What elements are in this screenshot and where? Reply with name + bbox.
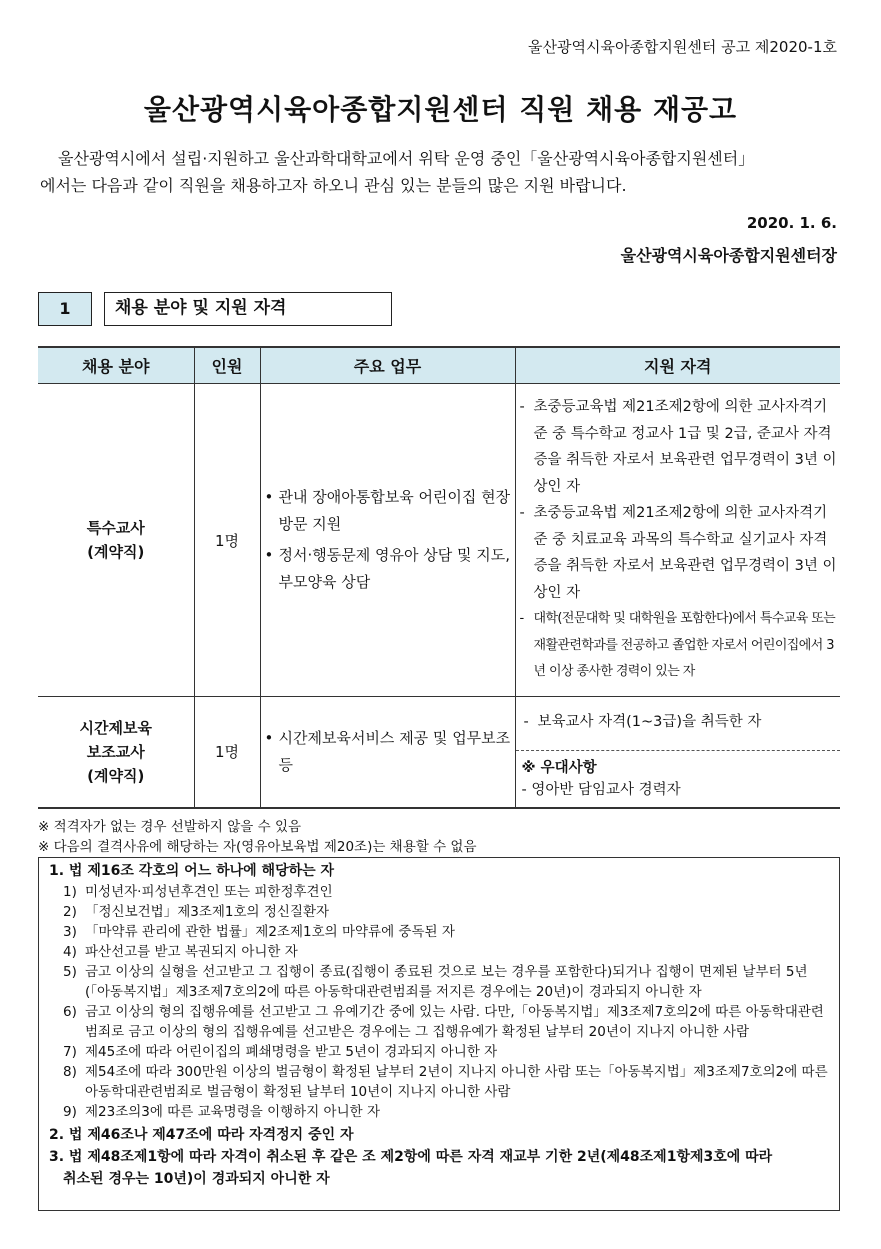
list-item: 6) 금고 이상의 형의 집행유예를 선고받고 그 유예기간 중에 있는 사람. 다만,「아동복지법」제3조제7호의2에 따른 아동학대관련범죄로 금고 이상의 형의 집행유예를 선고받은 경우에는 그 집행유예가 확정된 날부터 20년이 지나지 아니한 사람	[63, 1004, 824, 1040]
table-row	[38, 384, 840, 697]
table-row	[38, 697, 840, 808]
note-item: ※ 적격자가 없는 경우 선발하지 않을 수 있음	[38, 819, 302, 835]
duties-cell	[260, 384, 515, 697]
section-title: 채용 분야 및 지원 자격	[104, 292, 392, 326]
disqualification-heading-1: 1. 법 제16조 각호의 어느 하나에 해당하는 자	[49, 863, 335, 879]
recruitment-table	[38, 346, 840, 809]
intro-line-1: 울산광역시에서 설립·지원하고 울산과학대학교에서 위탁 운영 중인「울산광역시육아종합지원센터」	[58, 149, 755, 168]
notes	[38, 817, 477, 857]
field-type: (계약직)	[87, 543, 145, 561]
field-cell	[38, 384, 194, 697]
section-number: 1	[38, 292, 92, 326]
field-name: 시간제보육	[79, 718, 152, 737]
field-name-2: 보조교사	[86, 742, 145, 761]
duty-item: • 시간제보육서비스 제공 및 업무보조 등	[261, 725, 515, 779]
field-cell	[38, 697, 194, 808]
list-item: 5) 금고 이상의 실형을 선고받고 그 집행이 종료(집행이 종료된 것으로 보는 경우를 포함한다)되거나 집행이 면제된 날부터 5년(「아동복지법」제3조제7호의2에 따른 아동학대관련범죄를 저지른 경우에는 20년)이 경과되지 아니한 자	[63, 964, 808, 1000]
duty-item: • 관내 장애아통합보육 어린이집 현장방문 지원	[261, 484, 515, 538]
duties-cell	[260, 697, 515, 808]
notice-number: 울산광역시육아종합지원센터 공고 제2020-1호	[528, 38, 837, 56]
list-item: 4) 파산선고를 받고 복권되지 아니한 자	[63, 944, 298, 960]
list-item: 3) 「마약류 관리에 관한 법률」제2조제1호의 마약류에 중독된 자	[63, 924, 455, 940]
header-duties: 주요 업무	[260, 347, 515, 384]
notice-date: 2020. 1. 6.	[746, 214, 837, 232]
disqualification-heading-3: 3. 법 제48조제1항에 따라 자격이 취소된 후 같은 조 제2항에 따른 자격 재교부 기한 2년(제48조제1항제3호에 따라 취소된 경우는 10년)이 경과되지 아니한 자	[49, 1149, 773, 1187]
qualifications-cell	[515, 384, 840, 697]
preference-item: - 영아반 담임교사 경력자	[521, 781, 681, 798]
qualification-item: - 보육교사 자격(1~3급)을 취득한 자	[520, 709, 837, 736]
preference-block	[516, 751, 841, 807]
preference-title: ※ 우대사항	[521, 759, 597, 776]
disqualification-box	[38, 857, 840, 1211]
page-title: 울산광역시육아종합지원센터 직원 채용 재공고	[143, 93, 738, 126]
disqualification-heading-2: 2. 법 제46조나 제47조에 따라 자격정지 중인 자	[49, 1127, 354, 1143]
qualification-item: - 초중등교육법 제21조제2항에 의한 교사자격기준 중 치료교육 과목의 특수학교 실기교사 자격증을 취득한 자로서 보육관련 업무경력이 3년 이상인 자	[516, 500, 841, 606]
count-cell: 1명	[194, 384, 260, 697]
duty-item: • 정서·행동문제 영유아 상담 및 지도, 부모양육 상담	[261, 542, 515, 596]
header-field: 채용 분야	[38, 347, 194, 384]
list-item: 2) 「정신보건법」제3조제1호의 정신질환자	[63, 904, 330, 920]
note-item: ※ 다음의 결격사유에 해당하는 자(영유아보육법 제20조)는 채용할 수 없음	[38, 839, 477, 855]
list-item: 9) 제23조의3에 따른 교육명령을 이행하지 아니한 자	[63, 1104, 381, 1120]
signer: 울산광역시육아종합지원센터장	[620, 246, 837, 265]
field-type: (계약직)	[87, 766, 145, 785]
list-item: 1) 미성년자·피성년후견인 또는 피한정후견인	[63, 884, 333, 900]
count-cell: 1명	[194, 697, 260, 808]
intro-paragraph	[40, 145, 840, 199]
intro-line-2: 에서는 다음과 같이 직원을 채용하고자 하오니 관심 있는 분들의 많은 지원 바랍니다.	[40, 176, 627, 195]
field-name: 특수교사	[86, 519, 145, 537]
qualification-item: - 초중등교육법 제21조제2항에 의한 교사자격기준 중 특수학교 정교사 1급 및 2급, 준교사 자격증을 취득한 자로서 보육관련 업무경력이 3년 이상인 자	[516, 394, 841, 500]
list-item: 7) 제45조에 따라 어린이집의 폐쇄명령을 받고 5년이 경과되지 아니한 자	[63, 1044, 498, 1060]
header-count: 인원	[194, 347, 260, 384]
list-item: 8) 제54조에 따라 300만원 이상의 벌금형이 확정된 날부터 2년이 지나지 아니한 사람 또는「아동복지법」제3조제7호의2에 따른 아동학대관련범죄로 벌금형이 확정된 날부터 10년이 지나지 아니한 사람	[63, 1064, 828, 1100]
qualification-block	[516, 697, 841, 751]
qualification-item: - 대학(전문대학 및 대학원을 포함한다)에서 특수교육 또는 재활관련학과를 전공하고 졸업한 자로서 어린이집에서 3년 이상 종사한 경력이 있는 자	[516, 606, 841, 686]
header-qualifications: 지원 자격	[515, 347, 840, 384]
table-header-row	[38, 347, 840, 384]
qualifications-cell	[515, 697, 840, 808]
